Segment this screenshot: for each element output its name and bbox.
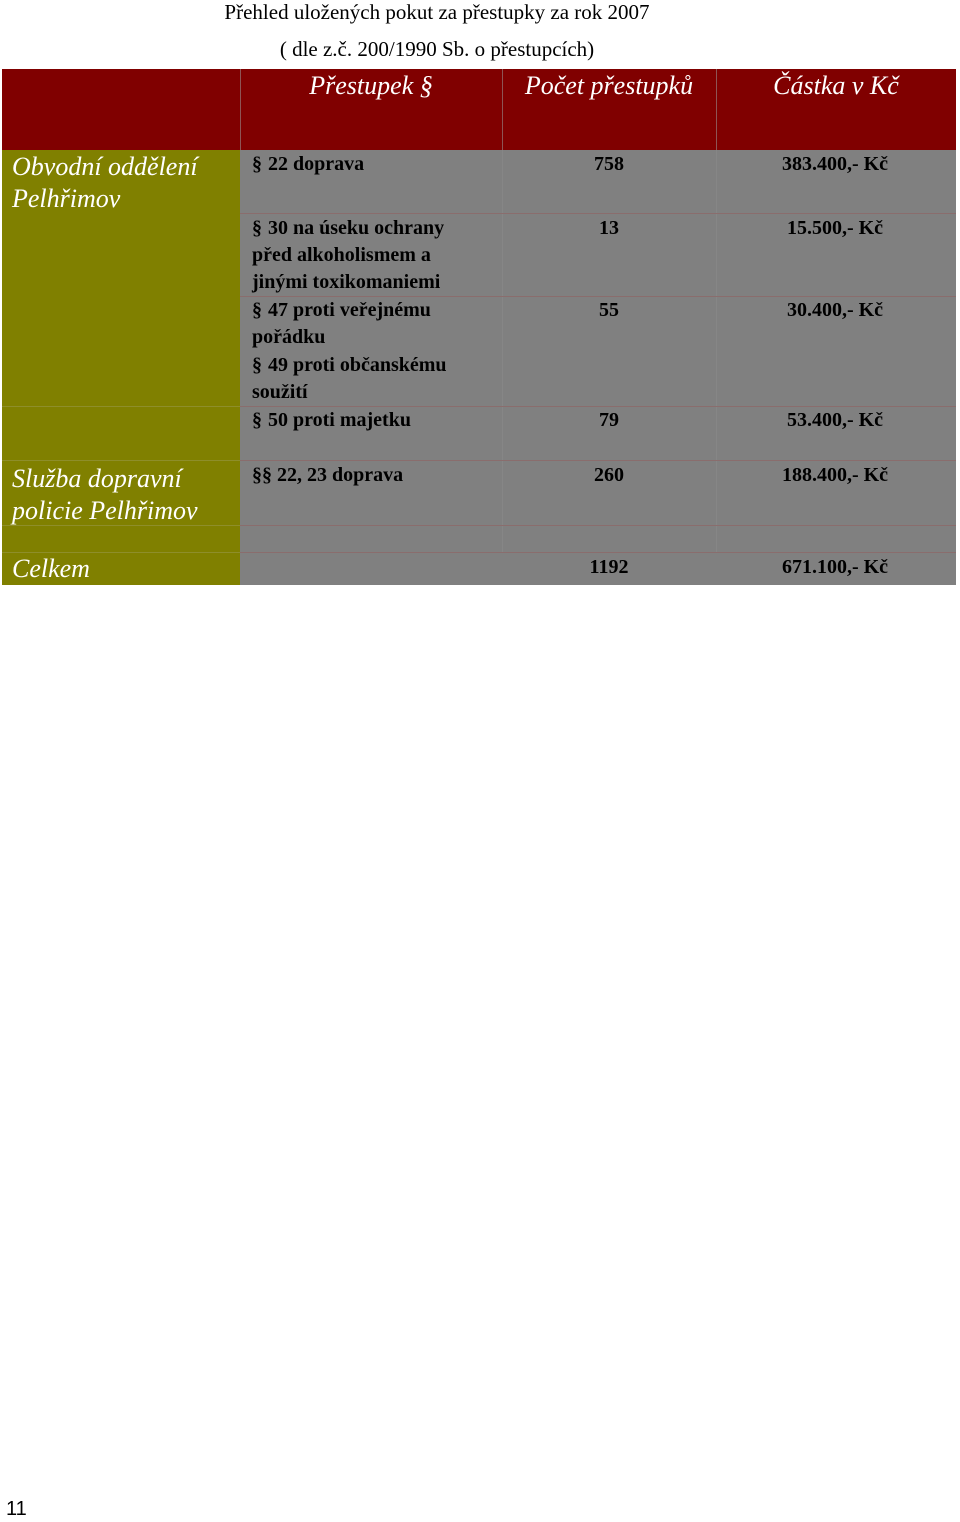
- grid-line: [2, 460, 240, 461]
- section-symbol: §: [252, 299, 262, 321]
- page-number: 11: [6, 1498, 27, 1520]
- table-row-count: 758: [594, 153, 624, 175]
- table-row-count: 13: [599, 217, 619, 239]
- grid-line: [240, 525, 956, 526]
- section-symbol: §: [252, 217, 262, 239]
- section-symbol: §: [252, 153, 262, 175]
- total-count: 1192: [589, 556, 629, 578]
- table-row-offense: §§ 22, 23 doprava: [252, 464, 404, 486]
- table-row-amount: 188.400,- Kč: [781, 464, 889, 486]
- table-row-amount: 30.400,- Kč: [786, 299, 884, 321]
- table-row-offense: § 30 na úseku ochrany před alkoholismem a jinými toxikomaniemi: [252, 217, 445, 293]
- header-offense: Přestupek §: [309, 71, 433, 100]
- table-row-count: 260: [594, 464, 624, 486]
- grid-line: [502, 150, 503, 553]
- table-row-offense: § 22 doprava: [252, 153, 365, 175]
- table-row-count: 55: [599, 299, 619, 321]
- org-label-obvodni: Obvodní oddělení Pelhřimov: [12, 152, 198, 213]
- table-row-amount: 383.400,- Kč: [781, 153, 889, 175]
- grid-line: [240, 213, 956, 214]
- section-symbol: §: [252, 409, 262, 431]
- header-amount: Částka v Kč: [773, 71, 899, 100]
- document-title: Přehled uložených pokut za přestupky za rok 2007: [224, 0, 650, 24]
- table-row-amount: 53.400,- Kč: [786, 409, 884, 431]
- grid-line: [240, 552, 956, 553]
- table-row-count: 79: [599, 409, 619, 431]
- header-count: Počet přestupků: [524, 71, 694, 100]
- table-row-amount: 15.500,- Kč: [786, 217, 884, 239]
- grid-line: [240, 460, 956, 461]
- table-row-offense: § 49 proti občanskému soužití: [252, 354, 447, 403]
- document-subtitle: ( dle z.č. 200/1990 Sb. o přestupcích): [279, 37, 595, 61]
- table-row-offense: § 50 proti majetku: [252, 409, 411, 431]
- table-row-offense: § 47 proti veřejnému pořádku: [252, 299, 431, 348]
- total-amount: 671.100,- Kč: [781, 556, 889, 578]
- grid-line: [716, 150, 717, 553]
- total-label: Celkem: [12, 554, 90, 583]
- section-symbol: §: [252, 464, 262, 486]
- grid-line: [2, 406, 240, 407]
- org-label-sdp: Služba dopravní policie Pelhřimov: [12, 464, 198, 525]
- section-symbol: §: [252, 354, 262, 376]
